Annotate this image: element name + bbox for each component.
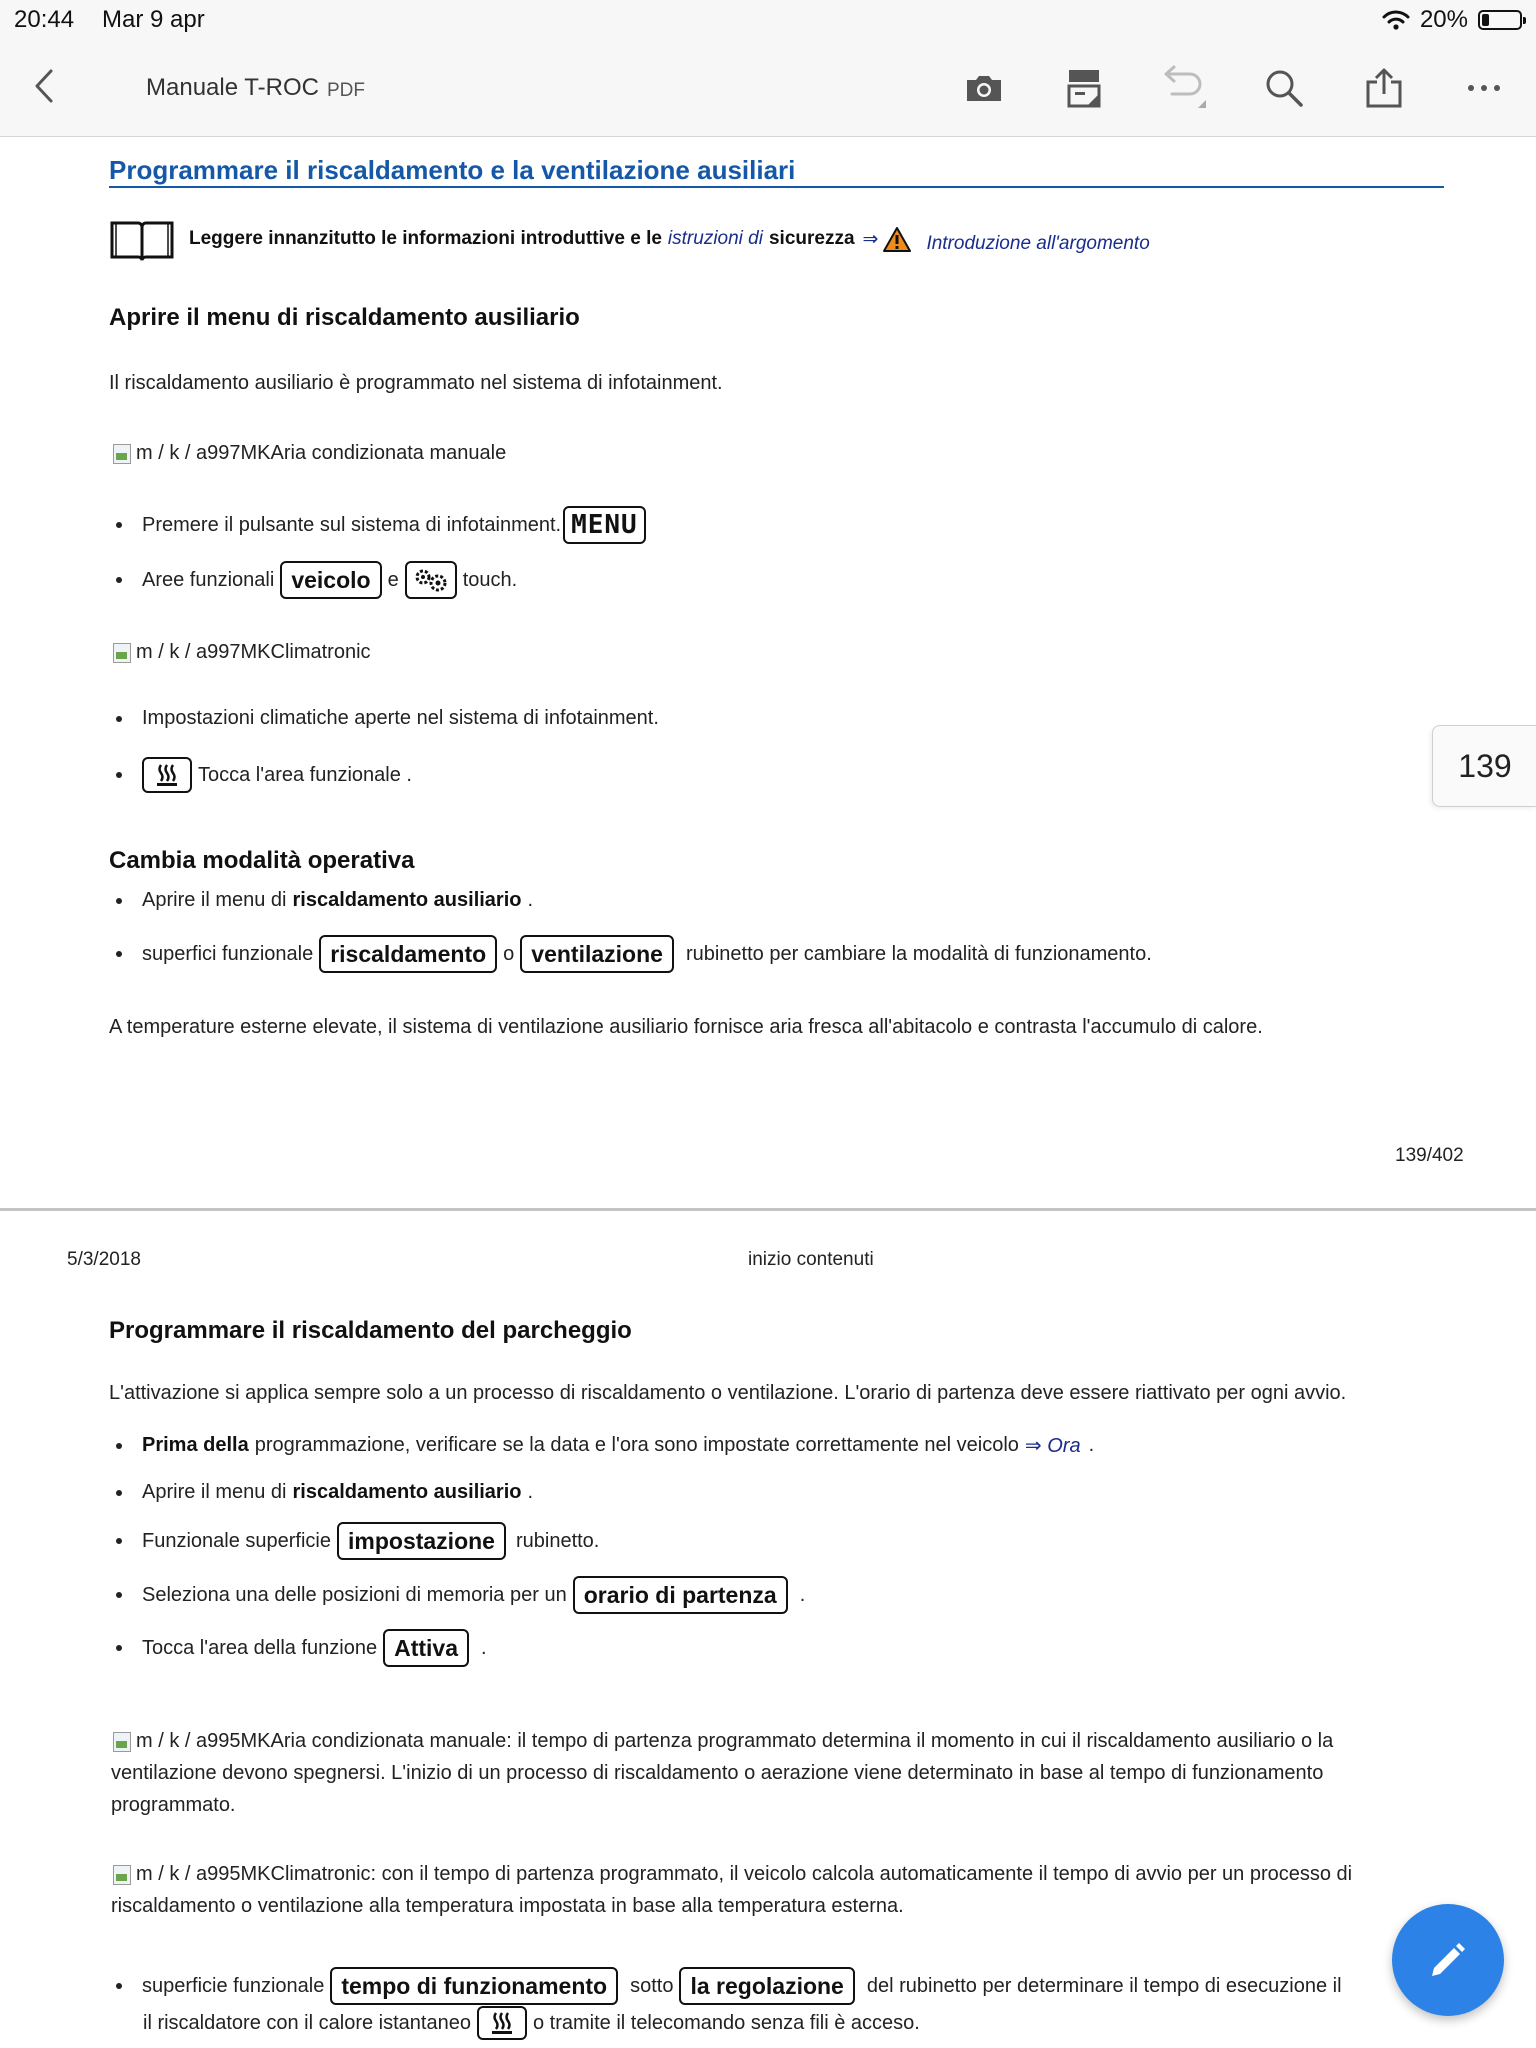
intro-link[interactable]: Introduzione all'argomento <box>926 233 1150 254</box>
book-icon <box>109 217 175 261</box>
list-item-text: Tocca l'area funzionale . <box>198 763 412 786</box>
paragraph-line: riscaldamento o ventilazione alla temperatura impostata in base alla temperatura esterna. <box>111 1895 904 1917</box>
status-right <box>1382 6 1522 34</box>
list-item-text: Aree funzionali <box>142 568 275 591</box>
broken-image-icon <box>111 640 133 664</box>
list-item-bold: riscaldamento ausiliario <box>292 889 522 911</box>
list-item <box>116 1433 1094 1458</box>
paragraph-line: Climatronic: con il tempo di partenza programmato, il veicolo calcola automaticamente il tempo di avvio per un processo di <box>270 1863 1353 1885</box>
image-placeholder-climatronic-paragraph <box>111 1858 1441 1922</box>
list-item-bold: riscaldamento ausiliario <box>292 1481 522 1503</box>
list-item-text: superficie funzionale <box>142 1974 325 1997</box>
list-item-text: o tramite il telecomando senza fili è acceso. <box>532 2011 920 2034</box>
instant-heat-icon <box>477 2006 527 2040</box>
menu-button-icon: MENU <box>563 506 646 544</box>
more-button[interactable] <box>1456 62 1512 114</box>
warning-icon <box>882 226 912 253</box>
paragraph-line: programmato. <box>111 1794 236 1816</box>
attiva-button-label: Attiva <box>383 1629 469 1667</box>
section-heading-parking-heater: Programmare il riscaldamento del parcheggio <box>109 1317 632 1344</box>
notice-arrow: ⇒ <box>862 228 879 250</box>
list-item-text: Premere il pulsante sul sistema di infotainment. <box>142 513 562 536</box>
list-item-text: Tocca l'area della funzione <box>142 1636 378 1659</box>
pdf-toolbar <box>0 40 1536 137</box>
list-item-text: touch. <box>462 568 518 591</box>
paragraph-line: Aria condizionata manuale: il tempo di partenza programmato determina il momento in cui il riscaldamento ausiliario o la <box>270 1730 1334 1752</box>
image-caption: Climatronic <box>270 641 371 663</box>
list-item <box>116 757 412 793</box>
search-icon <box>1264 68 1304 108</box>
list-item-continuation <box>143 2006 920 2040</box>
page-header-center: inizio contenuti <box>748 1249 874 1270</box>
document-title: Manuale T-ROC <box>146 74 319 101</box>
undo-icon <box>1158 64 1210 112</box>
list-item <box>116 1522 599 1560</box>
list-item-text: . <box>799 1583 806 1606</box>
image-placeholder-climatronic <box>111 636 371 668</box>
image-placeholder-manual-paragraph <box>111 1725 1441 1821</box>
impostazione-button-label: impostazione <box>337 1522 506 1560</box>
list-item-text: . <box>480 1636 487 1659</box>
page-header-date: 5/3/2018 <box>67 1249 141 1270</box>
intro-paragraph: L'attivazione si applica sempre solo a un processo di riscaldamento o ventilazione. L'orario di partenza deve essere riattivato per ogni avvio. <box>109 1382 1347 1404</box>
page-layout-icon <box>1067 68 1101 108</box>
image-alt: m / k / a997MK <box>136 442 271 464</box>
list-item-text: del rubinetto per determinare il tempo di esecuzione il <box>866 1974 1342 1997</box>
pdf-document[interactable] <box>0 137 1536 2048</box>
broken-image-icon <box>111 1729 133 1753</box>
more-icon <box>1466 83 1502 93</box>
broken-image-icon <box>111 441 133 465</box>
list-item <box>116 1481 533 1504</box>
list-item <box>116 707 659 730</box>
orario-partenza-button-label: orario di partenza <box>573 1576 788 1614</box>
camera-icon <box>964 72 1004 104</box>
list-item <box>116 561 517 599</box>
list-item-text: il riscaldatore con il calore istantaneo <box>143 2011 471 2034</box>
list-item <box>116 506 646 544</box>
list-item-text: rubinetto. <box>515 1529 600 1552</box>
list-item-text: . <box>1088 1434 1095 1456</box>
riscaldamento-button-label: riscaldamento <box>319 935 497 973</box>
section-heading-change-mode: Cambia modalità operativa <box>109 847 415 874</box>
page-footer: 139/402 <box>1395 1145 1464 1166</box>
battery-percent: 20% <box>1419 6 1468 33</box>
back-button[interactable] <box>24 62 64 110</box>
edit-fab-button[interactable] <box>1392 1904 1504 2016</box>
status-time: 20:44 <box>14 6 75 33</box>
list-item-text: Seleziona una delle posizioni di memoria per un <box>142 1583 567 1606</box>
page-separator <box>0 1208 1536 1211</box>
list-item-text: sotto <box>630 1974 674 1997</box>
back-icon <box>32 68 56 104</box>
page-number-indicator[interactable]: 139 <box>1432 725 1536 807</box>
list-item <box>116 1629 487 1667</box>
camera-button[interactable] <box>956 62 1012 114</box>
status-date: Mar 9 apr <box>102 6 205 33</box>
list-item-text: Aprire il menu di <box>142 1481 287 1503</box>
list-item-text: programmazione, verificare se la data e l'ora sono impostate correttamente nel veicolo <box>254 1434 1019 1456</box>
page-title: Programmare il riscaldamento e la ventilazione ausiliari <box>109 155 796 185</box>
document-type: PDF <box>327 80 365 101</box>
list-item-text: . <box>527 889 534 911</box>
share-icon <box>1365 68 1403 108</box>
auxiliary-heating-icon <box>142 757 192 793</box>
broken-image-icon <box>111 1862 133 1886</box>
status-bar <box>0 0 1536 40</box>
list-item <box>116 1576 805 1614</box>
undo-button[interactable] <box>1156 62 1212 114</box>
ventilazione-button-label: ventilazione <box>520 935 674 973</box>
list-item <box>116 1967 1342 2005</box>
notice-text: Leggere innanzitutto le informazioni introduttive e le <box>189 228 662 249</box>
settings-gears-icon <box>405 561 457 599</box>
image-alt: m / k / a997MK <box>136 641 271 663</box>
share-button[interactable] <box>1356 62 1412 114</box>
pencil-icon <box>1426 1938 1470 1982</box>
list-item-text: e <box>387 568 399 591</box>
paragraph-line: ventilazione devono spegnersi. L'inizio di un processo di riscaldamento o aerazione viene determinato in base al tempo di funzionamento <box>111 1762 1324 1784</box>
image-placeholder-manual <box>111 437 506 469</box>
list-item-text: rubinetto per cambiare la modalità di funzionamento. <box>685 942 1152 965</box>
list-item-text: o <box>503 942 515 965</box>
ora-link[interactable]: ⇒ Ora <box>1024 1435 1081 1457</box>
paragraph: A temperature esterne elevate, il sistema di ventilazione ausiliario fornisce aria fresca all'abitacolo e contrasta l'accumulo di calore. <box>109 1016 1263 1038</box>
title-underline <box>109 186 1444 188</box>
image-alt: m / k / a995MK <box>136 1730 271 1752</box>
intro-paragraph: Il riscaldamento ausiliario è programmato nel sistema di infotainment. <box>109 372 723 394</box>
image-caption: Aria condizionata manuale <box>270 442 507 464</box>
list-item-bold: Prima della <box>142 1434 249 1456</box>
section-heading-open-menu: Aprire il menu di riscaldamento ausiliario <box>109 304 580 331</box>
list-item-text: Funzionale superficie <box>142 1529 331 1552</box>
image-alt: m / k / a995MK <box>136 1863 271 1885</box>
page-layout-button[interactable] <box>1056 62 1112 114</box>
wifi-icon <box>1382 9 1410 31</box>
list-item-text: superfici funzionale <box>142 942 314 965</box>
battery-icon <box>1478 10 1522 30</box>
notice-link-safety[interactable]: istruzioni di <box>667 228 763 249</box>
list-item-text: Aprire il menu di <box>142 889 287 911</box>
veicolo-button-label: veicolo <box>280 561 381 599</box>
search-button[interactable] <box>1256 62 1312 114</box>
list-item <box>116 935 1152 973</box>
list-item <box>116 889 533 912</box>
list-item-text: Impostazioni climatiche aperte nel sistema di infotainment. <box>142 707 659 729</box>
notice-text-safety: sicurezza <box>768 228 855 249</box>
regolazione-button-label: la regolazione <box>679 1967 854 2005</box>
safety-notice <box>109 217 1150 261</box>
tempo-funzionamento-button-label: tempo di funzionamento <box>330 1967 618 2005</box>
list-item-text: . <box>527 1481 534 1503</box>
